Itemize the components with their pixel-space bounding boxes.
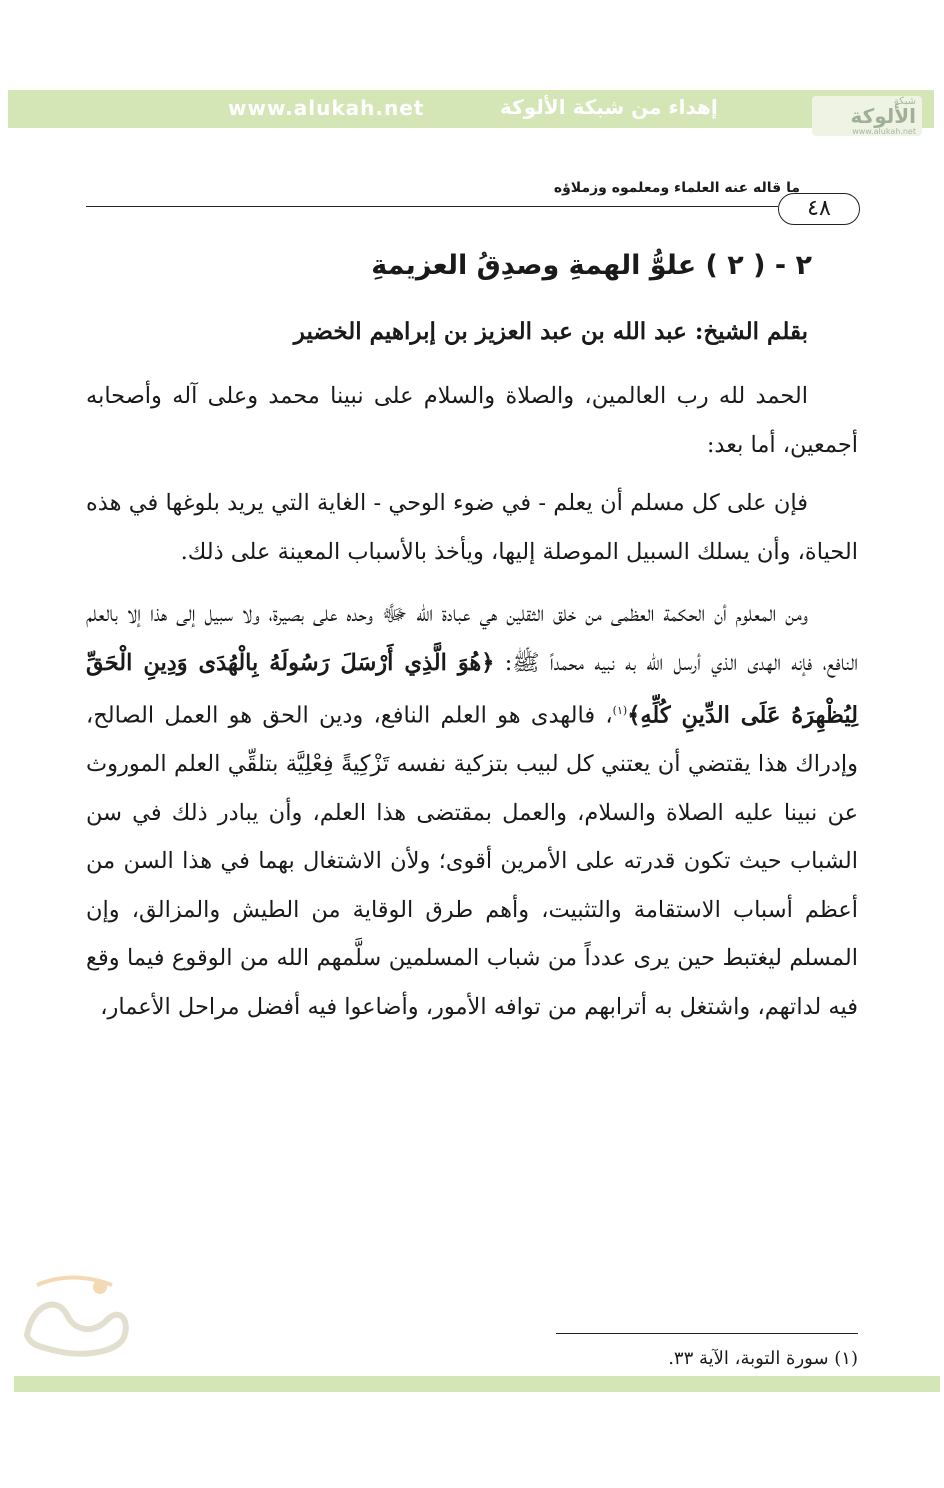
footnote-ref[interactable]: (١) (612, 704, 628, 717)
article-author: بقلم الشيخ: عبد الله بن عبد العزيز بن إبراهيم الخضير (293, 318, 808, 345)
bottom-band (14, 1376, 940, 1392)
header-divider (86, 206, 778, 207)
paragraph-intro: الحمد لله رب العالمين، والصلاة والسلام على نبينا محمد وعلى آله وأصحابه أجمعين، أما بعد: (86, 383, 858, 458)
quran-verse: ﴿هُوَ الَّذِي أَرْسَلَ رَسُولَهُ بِالْهُدَى وَدِينِ الْحَقِّ لِيُظْهِرَهُ عَلَى الدِّينِ كُلِّهِ﴾ (86, 649, 858, 729)
footnote-divider (556, 1333, 858, 1334)
article-heading: ٢ - ( ٢ ) علوُّ الهمةِ وصدِقُ العزيمةِ (371, 250, 812, 281)
paragraph-wisdom-end: ، فالهدى هو العلم النافع، ودين الحق هو العمل الصالح، وإدراك هذا يقتضي أن يعتني كل لبيب بتزكية نفسه تَزْكِيةً فِعْلِيَّة بتلقِّي العلم الموروث عن نبينا عليه الصلاة والسلام، والعمل بمقتضى هذا العلم، وأن يبادر ذلك في سن الشباب حيث تكون قدرته على الأمرين أقوى؛ ولأن الاشتغال بهما في هذا السن من أعظم أسباب الاستقامة والتثبيت، وأهم طرق الوقاية من الطيش والمزالق، وإن المسلم ليغتبط حين يرى عدداً من شباب المسلمين سلَّمهم الله من الوقوع فيما وقع فيه لداتهم، واشتغل به أترابهم من توافه الأمور، وأضاعوا فيه أفضل مراحل الأعمار، (86, 702, 858, 1020)
banner-gift-text: إهداء من شبكة الألوكة (500, 95, 718, 119)
article-body (86, 372, 858, 1045)
paragraph-purpose: فإن على كل مسلم أن يعلم - في ضوء الوحي - الغاية التي يريد بلوغها في هذه الحياة، وأن يسلك السبيل الموصلة إليها، ويأخذ بالأسباب المعينة على ذلك. (86, 490, 858, 565)
paragraph-wisdom (86, 590, 858, 1031)
logo-top-text: شبكة (893, 96, 916, 107)
banner-url[interactable]: www.alukah.net (228, 96, 425, 120)
footnote: (١) سورة التوبة، الآية ٣٣. (668, 1348, 858, 1369)
running-title: ما قاله عنه العلماء ومعلموه وزملاؤه (553, 180, 800, 196)
site-banner (8, 90, 934, 128)
watermark-icon (12, 1265, 140, 1360)
logo-main-text: الألوكة (850, 104, 916, 128)
paragraph-wisdom-start: ومن المعلوم أن الحكمة العظمى من خلق الثقلين هي عبادة الله ﷻ وحده على بصيرة، ولا سبيل إلى هذا إلا بالعلم النافع، فإنه الهدى الذي أرسل الله به نبيه محمداً ﷺ: (86, 601, 859, 676)
logo-url-text: www.alukah.net (852, 127, 916, 136)
alukah-logo (812, 96, 922, 136)
page-number: ٤٨ (778, 193, 860, 225)
